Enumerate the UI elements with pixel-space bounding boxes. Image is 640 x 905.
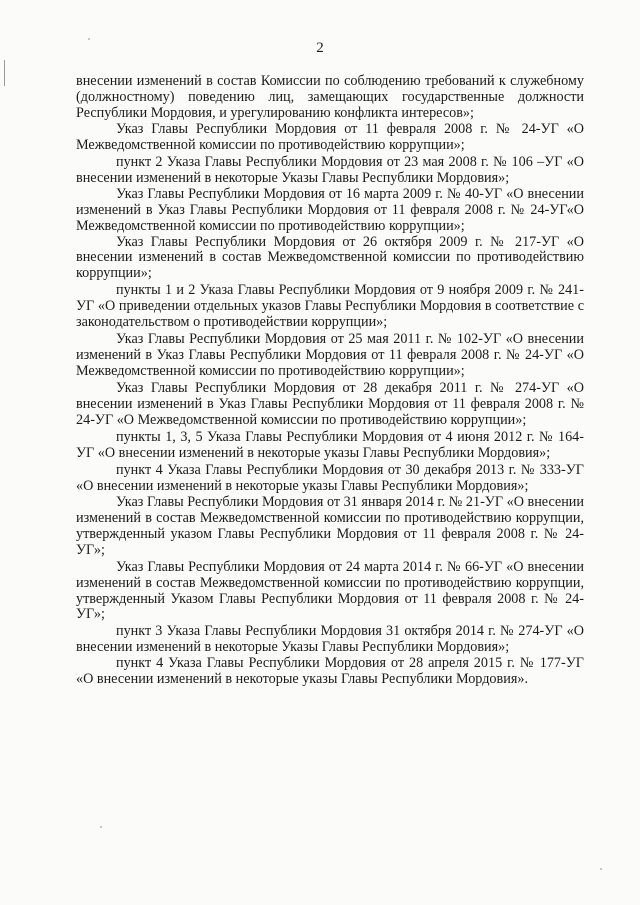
paragraph-item: Указ Главы Республики Мордовия от 31 января 2014 г. № 21-УГ «О внесении изменений в состав Межведомственной комиссии по противодействию коррупции, утвержденный указом Главы Республики Мордовия от 11 февраля 2008 г. № 24-УГ»; xyxy=(76,493,584,558)
paragraph-continuation: внесении изменений в состав Комиссии по соблюдению требований к служебному (должностному) поведению лиц, замещающих государственные должности Республики Мордовия, и урегулированию конфликта интересов»; xyxy=(76,73,584,121)
paragraph-item: пункт 4 Указа Главы Республики Мордовия от 28 апреля 2015 г. № 177-УГ «О внесении изменений в некоторые указы Главы Республики Мордовия». xyxy=(76,655,584,688)
paragraph-item: пункт 3 Указа Главы Республики Мордовия 31 октября 2014 г. № 274-УГ «О внесении изменений в некоторые Указы Главы Республики Мордовия»; xyxy=(76,623,584,656)
paragraph-item: Указ Главы Республики Мордовия от 26 октября 2009 г. № 217-УГ «О внесении изменений в состав Межведомственной комиссии по противодействию коррупции»; xyxy=(76,233,584,282)
paragraph-item: Указ Главы Республики Мордовия от 11 февраля 2008 г. № 24-УГ «О Межведомственной комиссии по противодействию коррупции»; xyxy=(76,120,584,153)
document-body xyxy=(76,74,584,688)
paragraph-item: пункт 2 Указа Главы Республики Мордовия от 23 мая 2008 г. № 106 –УГ «О внесении изменений в некоторые Указы Главы Республики Мордовия»; xyxy=(76,153,584,186)
paragraph-item: Указ Главы Республики Мордовия от 16 марта 2009 г. № 40-УГ «О внесении изменений в Указ Главы Республики Мордовия от 11 февраля 2008 г. № 24-УГ«О Межведомственной комиссии по противодействию коррупции»; xyxy=(76,185,584,234)
paragraph-item: пункт 4 Указа Главы Республики Мордовия от 30 декабря 2013 г. № 333-УГ «О внесении изменений в некоторые указы Главы Республики Мордовия»; xyxy=(76,461,584,494)
scan-speck xyxy=(600,868,602,870)
scan-speck xyxy=(100,826,102,828)
paragraph-item: Указ Главы Республики Мордовия от 25 мая 2011 г. № 102-УГ «О внесении изменений в Указ Главы Республики Мордовия от 11 февраля 2008 г. № 24-УГ «О Межведомственной комиссии по противодействию коррупции»; xyxy=(76,331,584,380)
scan-edge-mark xyxy=(4,60,5,86)
paragraph-item: Указ Главы Республики Мордовия от 24 марта 2014 г. № 66-УГ «О внесении изменений в состав Межведомственной комиссии по противодействию коррупции, утвержденный Указом Главы Республики Мордовия от 11 февраля 2008 г. № 24-УГ»; xyxy=(76,558,584,623)
scan-speck xyxy=(88,38,90,40)
paragraph-item: Указ Главы Республики Мордовия от 28 декабря 2011 г. № 274-УГ «О внесении изменений в Указ Главы Республики Мордовия от 11 февраля 2008 г. № 24-УГ «О Межведомственной комиссии по противодействию коррупции»; xyxy=(76,380,584,429)
page-number: 2 xyxy=(316,40,324,56)
paragraph-item: пункты 1 и 2 Указа Главы Республики Мордовия от 9 ноября 2009 г. № 241-УГ «О приведении отдельных указов Главы Республики Мордовия в соответствие с законодательством о противодействии коррупции»; xyxy=(76,282,584,331)
paragraph-item: пункты 1, 3, 5 Указа Главы Республики Мордовия от 4 июня 2012 г. № 164-УГ «О внесении изменений в некоторые указы Главы Республики Мордовия»; xyxy=(76,428,584,461)
